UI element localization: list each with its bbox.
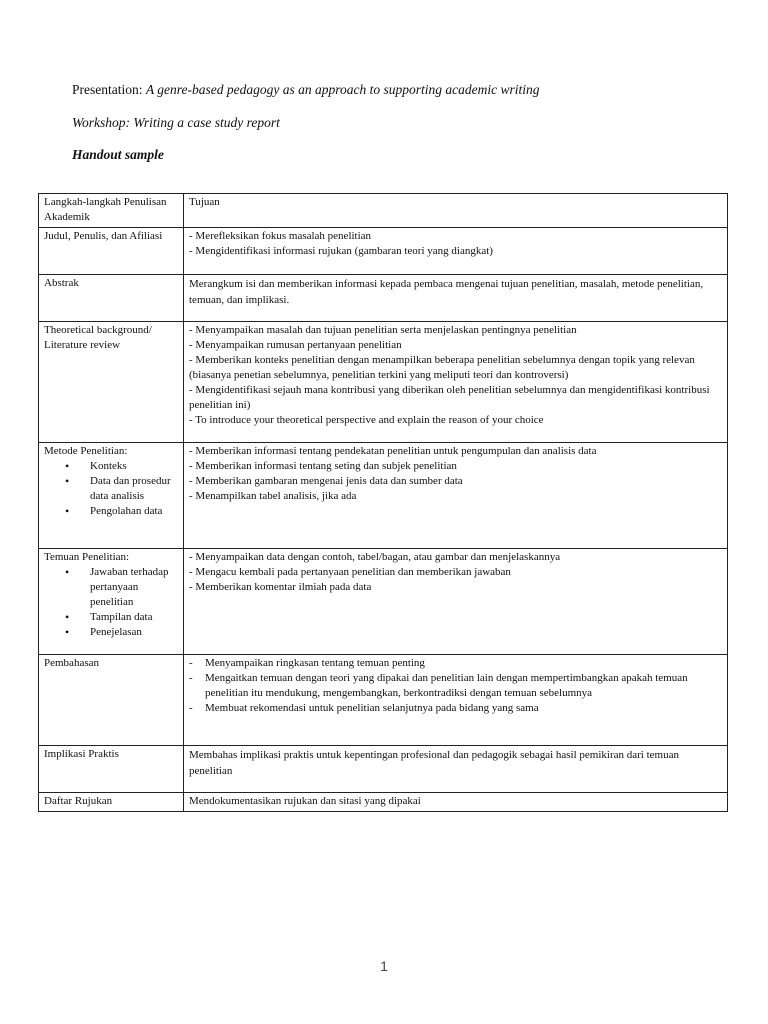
workshop-line: Workshop: Writing a case study report (72, 115, 280, 130)
content-line: - Merefleksikan fokus masalah penelitian (189, 230, 372, 242)
sub-bullet-item: • Data dan prosedur data analisis (44, 474, 178, 504)
row-content (184, 746, 728, 793)
content-line: - Memberikan konteks penelitian dengan menampilkan beberapa penelitian sebelumnya dengan topik yang relevan (biasanya penetian sebelumnya, penelitian terkini yang meliputi teori dan kontroversi) (189, 354, 695, 381)
row-label: Metode Penelitian: (44, 445, 128, 457)
table-row (39, 793, 728, 812)
content-line: Membahas implikasi praktis untuk kepentingan profesional dan pedagogik sebagai hasil pemikiran dari temuan penelitian (189, 749, 679, 777)
row-content (184, 275, 728, 322)
row-content (184, 793, 728, 812)
sub-bullet-item: • Tampilan data (44, 610, 178, 625)
table-header-row (39, 194, 728, 228)
sub-bullet-item: • Jawaban terhadap pertanyaan penelitian (44, 565, 178, 610)
content-line: - To introduce your theoretical perspective and explain the reason of your choice (189, 414, 544, 426)
sub-bullet-item: • Konteks (44, 459, 178, 474)
content-line: Mendokumentasikan rujukan dan sitasi yang dipakai (189, 795, 421, 807)
content-line: - Menampilkan tabel analisis, jika ada (189, 490, 357, 502)
header-cell-purpose: Tujuan (184, 194, 728, 228)
content-item: - Membuat rekomendasi untuk penelitian selanjutnya pada bidang yang sama (189, 702, 539, 714)
presentation-title: A genre-based pedagogy as an approach to supporting academic writing (145, 82, 540, 97)
presentation-label: Presentation: (72, 82, 143, 97)
presentation-line (72, 82, 539, 98)
row-label: Abstrak (39, 275, 184, 322)
sub-bullet-item: • Pengolahan data (44, 504, 178, 519)
page-number: 1 (380, 958, 388, 974)
row-label: Implikasi Praktis (39, 746, 184, 793)
table-row (39, 443, 728, 549)
content-line: - Mengidentifikasi sejauh mana kontribusi yang diberikan oleh penelitian sebelumnya dan mengidentifikasi kontribusi penelitian ini) (189, 384, 710, 411)
content-line: - Menyampaikan rumusan pertanyaan penelitian (189, 339, 402, 351)
handout-title: Handout sample (72, 147, 164, 162)
row-content (184, 549, 728, 655)
sub-bullet-item: • Penejelasan (44, 625, 178, 640)
content-item-text: Membuat rekomendasi untuk penelitian selanjutnya pada bidang yang sama (205, 702, 539, 714)
content-line: - Mengacu kembali pada pertanyaan penelitian dan memberikan jawaban (189, 566, 511, 578)
content-line: Merangkum isi dan memberikan informasi kepada pembaca mengenai tujuan penelitian, masalah, metode penelitian, temuan, dan implikasi. (189, 278, 704, 306)
content-item-text: Menyampaikan ringkasan tentang temuan penting (205, 657, 425, 669)
row-label-cell (39, 549, 184, 655)
table-row (39, 322, 728, 443)
content-line: - Menyampaikan data dengan contoh, tabel/bagan, atau gambar dan menjelaskannya (189, 551, 561, 563)
content-item: - Mengaitkan temuan dengan teori yang dipakai dan penelitian lain dengan mempertimbangkan apakah temuan penelitian itu mendukung, mengembangkan, berkontradiksi dengan temuan sebelumnya (189, 672, 688, 699)
content-line: - Memberikan informasi tentang seting dan subjek penelitian (189, 460, 457, 472)
content-line: - Menyampaikan masalah dan tujuan penelitian serta menjelaskan pentingnya penelitian (189, 324, 577, 336)
content-line: - Memberikan gambaran mengenai jenis data dan sumber data (189, 475, 463, 487)
table-row (39, 549, 728, 655)
table-row (39, 275, 728, 322)
row-content (184, 322, 728, 443)
table-row (39, 228, 728, 275)
row-label: Daftar Rujukan (39, 793, 184, 812)
sub-bullet-list (44, 565, 178, 640)
row-content (184, 228, 728, 275)
row-content (184, 443, 728, 549)
row-label: Pembahasan (39, 655, 184, 746)
sub-bullet-list (44, 459, 178, 519)
content-item-text: Mengaitkan temuan dengan teori yang dipakai dan penelitian lain dengan mempertimbangkan apakah temuan penelitian itu mendukung, mengembangkan, berkontradiksi dengan temuan sebelumnya (205, 672, 688, 699)
table-row (39, 746, 728, 793)
row-label: Theoretical background/ Literature review (39, 322, 184, 443)
content-line: - Memberikan informasi tentang pendekatan penelitian untuk pengumpulan dan analisis data (189, 445, 597, 457)
header-cell-steps: Langkah-langkah Penulisan Akademik (39, 194, 184, 228)
row-label-cell (39, 443, 184, 549)
row-content (184, 655, 728, 746)
row-label: Temuan Penelitian: (44, 551, 130, 563)
handout-table (38, 193, 728, 812)
table-row (39, 655, 728, 746)
content-item: - Menyampaikan ringkasan tentang temuan penting (189, 657, 425, 669)
content-line: - Mengidentifikasi informasi rujukan (gambaran teori yang diangkat) (189, 245, 493, 257)
row-label: Judul, Penulis, dan Afiliasi (39, 228, 184, 275)
content-line: - Memberikan komentar ilmiah pada data (189, 581, 372, 593)
